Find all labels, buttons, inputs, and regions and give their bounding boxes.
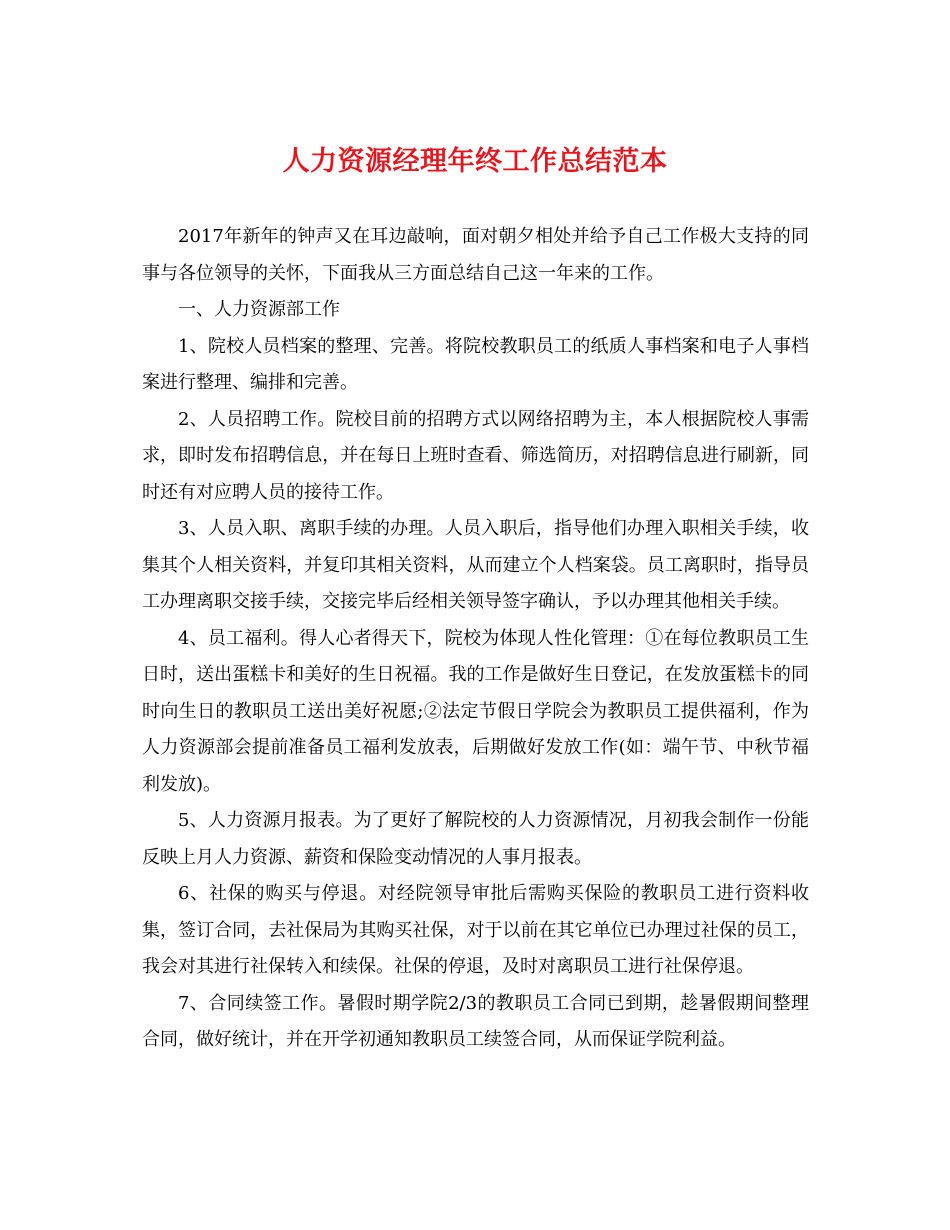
paragraph-intro: 2017年新年的钟声又在耳边敲响，面对朝夕相处并给予自己工作极大支持的同事与各位领导的关怀，下面我从三方面总结自己这一年来的工作。 <box>142 226 809 284</box>
paragraph-item-4-welfare: 4、员工福利。得人心者得天下，院校为体现人性化管理：①在每位教职员工生日时，送出蛋糕卡和美好的生日祝福。我的工作是做好生日登记，在发放蛋糕卡的同时向生日的教职员工送出美好祝愿;②法定节假日学院会为教职员工提供福利，作为人力资源部会提前准备员工福利发放表，后期做好发放工作(如：端午节、中秋节福利发放)。 <box>142 627 809 795</box>
paragraph-item-7-contract-renewal: 7、合同续签工作。暑假时期学院2/3的教职员工合同已到期，趁暑假期间整理合同，做好统计，并在开学初通知教职员工续签合同，从而保证学院利益。 <box>142 992 809 1050</box>
section-heading-hr-work: 一、人力资源部工作 <box>178 299 340 320</box>
paragraph-item-5-monthly-report: 5、人力资源月报表。为了更好了解院校的人力资源情况，月初我会制作一份能反映上月人力资源、薪资和保险变动情况的人事月报表。 <box>142 810 809 868</box>
document-title: 人力资源经理年终工作总结范本 <box>282 146 668 177</box>
paragraph-item-6-social-insurance: 6、社保的购买与停退。对经院领导审批后需购买保险的教职员工进行资料收集，签订合同，去社保局为其购买社保，对于以前在其它单位已办理过社保的员工，我会对其进行社保转入和续保。社保的停退，及时对离职员工进行社保停退。 <box>142 883 809 977</box>
document-body <box>142 219 809 1059</box>
paragraph-item-2-recruitment: 2、人员招聘工作。院校目前的招聘方式以网络招聘为主，本人根据院校人事需求，即时发布招聘信息，并在每日上班时查看、筛选简历，对招聘信息进行刷新，同时还有对应聘人员的接待工作。 <box>142 408 809 503</box>
paragraph-item-3-onboarding: 3、人员入职、离职手续的办理。人员入职后，指导他们办理入职相关手续，收集其个人相关资料，并复印其相关资料，从而建立个人档案袋。员工离职时，指导员工办理离职交接手续，交接完毕后经相关领导签字确认，予以办理其他相关手续。 <box>142 518 809 612</box>
paragraph-item-1-archives: 1、院校人员档案的整理、完善。将院校教职员工的纸质人事档案和电子人事档案进行整理、编排和完善。 <box>142 335 809 393</box>
